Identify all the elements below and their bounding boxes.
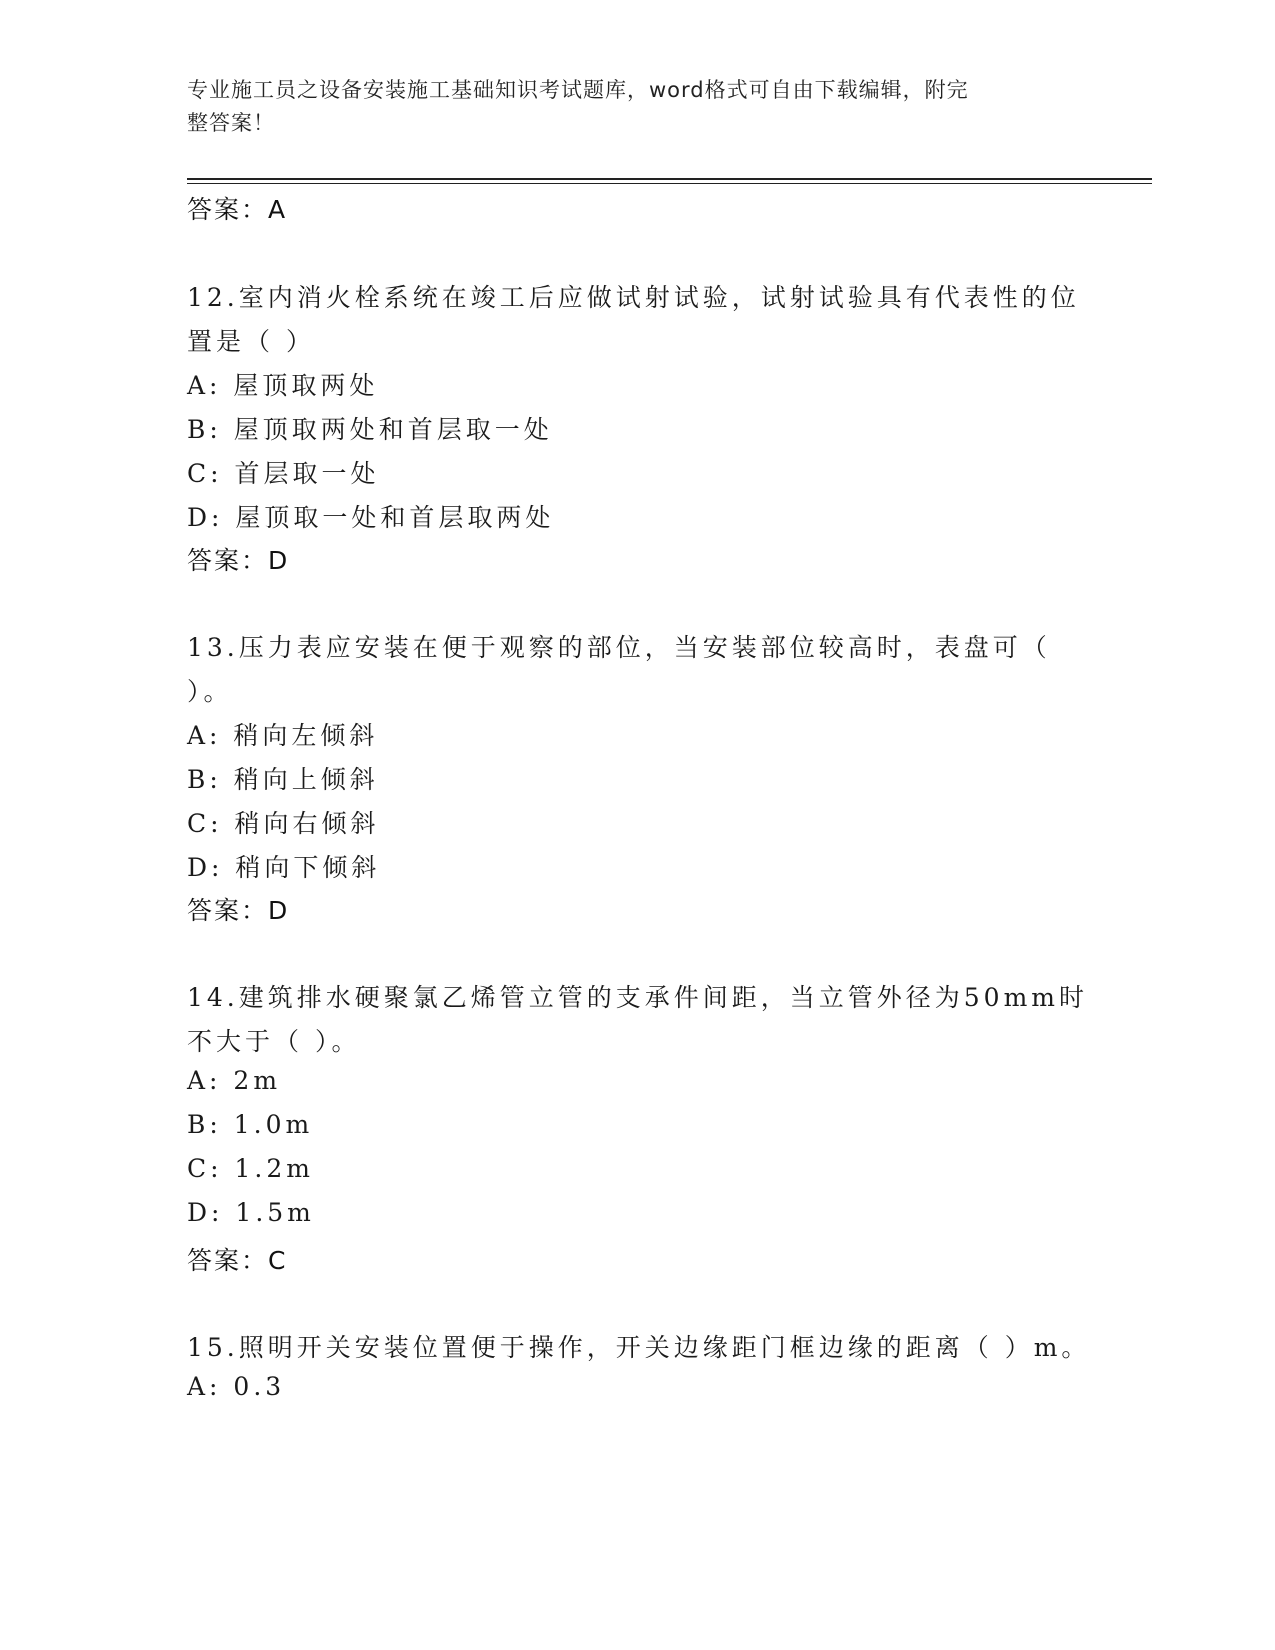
question-stem: 置是（ ） (187, 327, 315, 356)
answer-line: 答案：C (187, 1246, 288, 1275)
option-item: C: 稍向右倾斜 (187, 809, 380, 838)
header-divider-thick (187, 178, 1152, 180)
question-stem: 不大于（ ）。 (187, 1027, 361, 1056)
option-item: B: 屋顶取两处和首层取一处 (187, 415, 553, 444)
question-stem: 14.建筑排水硬聚氯乙烯管立管的支承件间距，当立管外径为50mm时 (187, 983, 1088, 1012)
option-item: A: 稍向左倾斜 (187, 721, 379, 750)
question-stem: ）。 (187, 677, 233, 706)
question-stem: 15.照明开关安装位置便于操作，开关边缘距门框边缘的距离（ ）m。 (187, 1333, 1091, 1362)
option-item: A: 2m (187, 1066, 282, 1095)
header-divider-thin (187, 183, 1152, 184)
option-item: D: 稍向下倾斜 (187, 853, 381, 882)
option-item: C: 1.2m (187, 1154, 314, 1183)
option-item: A: 屋顶取两处 (187, 371, 379, 400)
option-item: D: 1.5m (187, 1198, 315, 1227)
answer-line: 答案：D (187, 546, 290, 575)
option-item: B: 1.0m (187, 1110, 314, 1139)
option-item: C: 首层取一处 (187, 459, 380, 488)
question-stem: 12.室内消火栓系统在竣工后应做试射试验，试射试验具有代表性的位 (187, 283, 1080, 312)
header-line-2: 整答案！ (187, 111, 275, 135)
page-header (187, 74, 1067, 140)
question-stem: 13.压力表应安装在便于观察的部位，当安装部位较高时，表盘可（ (187, 633, 1051, 662)
answer-line: 答案：A (187, 195, 288, 224)
option-item: D: 屋顶取一处和首层取两处 (187, 503, 555, 532)
header-line-1: 专业施工员之设备安装施工基础知识考试题库，word格式可自由下载编辑，附完 (187, 78, 969, 102)
answer-line: 答案：D (187, 896, 290, 925)
option-item: B: 稍向上倾斜 (187, 765, 379, 794)
option-item: A: 0.3 (187, 1372, 286, 1401)
